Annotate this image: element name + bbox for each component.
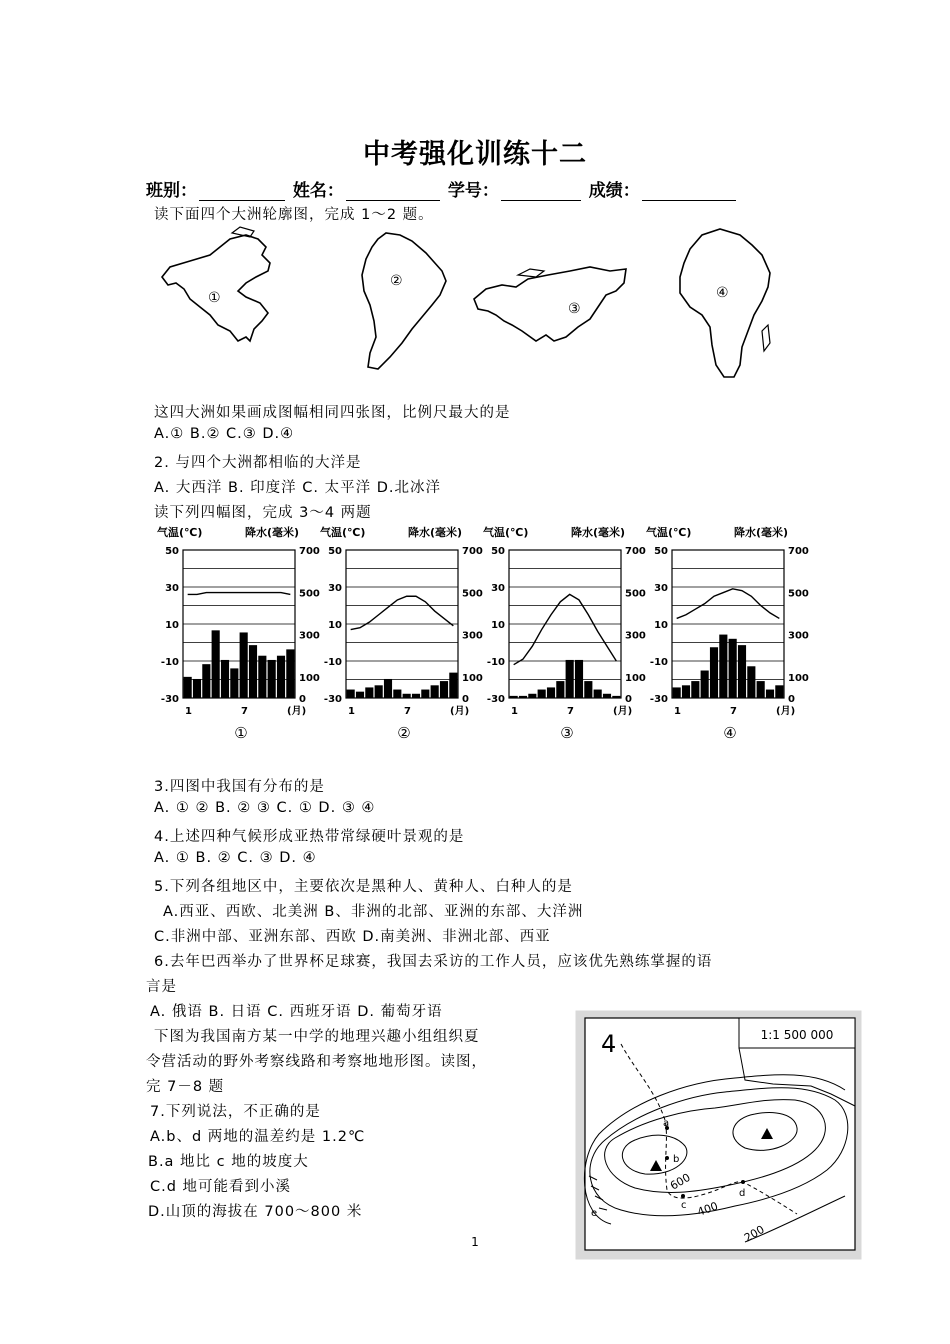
q6-stem-cont: 言是	[146, 979, 177, 995]
precip-bar	[719, 635, 727, 698]
month-tick-label: 7	[730, 706, 737, 717]
precip-bar	[738, 645, 746, 698]
name-blank[interactable]	[346, 184, 440, 201]
precip-bar	[584, 681, 592, 698]
month-unit-label: (月)	[450, 706, 470, 717]
temp-tick-label: 30	[328, 583, 342, 594]
precip-tick-label: 100	[625, 672, 646, 684]
precip-bar	[193, 679, 201, 698]
q1-stem: 这四大洲如果画成图幅相同四张图，比例尺最大的是	[154, 405, 511, 421]
precip-tick-label: 700	[299, 546, 320, 557]
precip-bar	[375, 685, 383, 698]
precip-bar	[682, 685, 690, 698]
student-info-header	[146, 176, 738, 201]
precip-tick-label: 500	[462, 588, 483, 600]
precip-bar	[384, 679, 392, 698]
q1-options: A.① B.② C.③ D.④	[154, 426, 295, 442]
precip-bar	[249, 645, 257, 698]
q3-stem: 3.四图中我国有分布的是	[154, 779, 325, 795]
score-blank[interactable]	[642, 184, 736, 201]
q7-option-c: C.d 地可能看到小溪	[150, 1179, 292, 1195]
precip-bar	[575, 660, 583, 698]
chart-caption: ③	[560, 724, 574, 742]
q7-option-d: D.山顶的海拔在 700～800 米	[148, 1204, 363, 1220]
precip-bar	[547, 687, 555, 698]
name-label: 姓名：	[292, 181, 344, 201]
point-b-label: b	[673, 1154, 680, 1165]
precip-bar	[240, 632, 248, 698]
precip-bar	[365, 687, 373, 698]
month-unit-label: (月)	[613, 706, 633, 717]
temp-tick-label: -10	[323, 657, 342, 668]
map-scale: 1:1 500 000	[760, 1028, 834, 1042]
precip-tick-label: 300	[788, 630, 809, 642]
q4-stem: 4.上述四种气候形成亚热带常绿硬叶景观的是	[154, 829, 465, 845]
north-arrow-icon: 4	[601, 1030, 617, 1058]
precip-tick-label: 700	[788, 546, 809, 557]
precip-tick-label: 100	[462, 672, 483, 684]
temp-axis-title-1: 气温(℃)	[157, 526, 203, 539]
precip-bar	[221, 660, 229, 698]
temp-axis-title-3: 气温(℃)	[483, 526, 529, 539]
month-unit-label: (月)	[776, 706, 796, 717]
south-america-outline	[362, 233, 446, 369]
continent-label-3: ③	[568, 301, 581, 317]
precip-tick-label: 0	[625, 694, 632, 705]
temp-tick-label: 10	[491, 620, 505, 631]
precip-axis-title-2: 降水(毫米)	[408, 526, 463, 539]
q7-8-intro-3: 完 7－8 题	[146, 1079, 225, 1095]
chart-caption: ④	[723, 724, 737, 742]
q7-8-intro-1: 下图为我国南方某一中学的地理兴趣小组组织夏	[154, 1029, 480, 1045]
continent-label-4: ④	[716, 285, 729, 301]
temp-tick-label: -10	[486, 657, 505, 668]
precip-bar	[538, 690, 546, 698]
temp-tick-label: -30	[486, 694, 505, 705]
q7-stem: 7.下列说法，不正确的是	[150, 1104, 321, 1120]
month-tick-label: 7	[241, 706, 248, 717]
q6-stem: 6.去年巴西举办了世界杯足球赛，我国去采访的工作人员，应该优先熟练掌握的语	[154, 954, 713, 970]
precip-tick-label: 300	[299, 630, 320, 642]
north-america-outline	[162, 235, 270, 341]
precip-bar	[431, 685, 439, 698]
precip-bar	[519, 696, 527, 698]
precip-tick-label: 0	[299, 694, 306, 705]
q1-2-intro: 读下面四个大洲轮廓图，完成 1～2 题。	[154, 207, 434, 223]
precip-tick-label: 500	[788, 588, 809, 600]
point-c-label: c	[681, 1200, 687, 1211]
precip-bar	[556, 681, 564, 698]
precip-axis-title-4: 降水(毫米)	[734, 526, 789, 539]
id-label: 学号：	[447, 181, 499, 201]
precip-bar	[268, 660, 276, 698]
precip-bar	[347, 690, 355, 698]
eurasia-outline	[474, 267, 626, 341]
precip-bar	[673, 687, 681, 698]
precip-tick-label: 0	[462, 694, 469, 705]
score-label: 成绩：	[588, 181, 640, 201]
precip-tick-label: 500	[625, 588, 646, 600]
temp-tick-label: 10	[165, 620, 179, 631]
precip-bar	[766, 690, 774, 698]
q5-stem: 5.下列各组地区中，主要依次是黑种人、黄种人、白种人的是	[154, 879, 573, 895]
precip-axis-title-1: 降水(毫米)	[245, 526, 300, 539]
temp-tick-label: 30	[654, 583, 668, 594]
contour-label-600: 600	[668, 1170, 693, 1193]
precip-bar	[412, 694, 420, 698]
precip-bar	[286, 649, 294, 698]
precip-bar	[747, 666, 755, 698]
precip-bar	[403, 694, 411, 698]
precip-bar	[230, 668, 238, 698]
precip-bar	[510, 696, 518, 698]
month-tick-label: 7	[567, 706, 574, 717]
q7-8-intro-2: 令营活动的野外考察线路和考察地地形图。读图，	[146, 1054, 487, 1070]
temp-axis-title-2: 气温(℃)	[320, 526, 366, 539]
q2-stem: 2. 与四个大洲都相临的大洋是	[154, 455, 362, 471]
precip-bar	[356, 692, 364, 698]
point-e-label: e	[591, 1208, 598, 1219]
precip-bar	[691, 681, 699, 698]
month-tick-label: 1	[674, 706, 681, 717]
precip-bar	[729, 639, 737, 698]
precip-bar	[603, 694, 611, 698]
point-d-label: d	[739, 1188, 746, 1199]
q7-option-b: B.a 地比 c 地的坡度大	[148, 1154, 309, 1170]
continent-outlines	[150, 225, 790, 385]
precip-bar	[440, 681, 448, 698]
precip-tick-label: 100	[788, 672, 809, 684]
month-unit-label: (月)	[287, 706, 307, 717]
precip-bar	[212, 630, 220, 698]
id-blank[interactable]	[501, 184, 581, 201]
chart-caption: ②	[397, 724, 411, 742]
precip-bar	[528, 694, 536, 698]
chart-caption: ①	[234, 724, 248, 742]
precip-bar	[594, 690, 602, 698]
month-tick-label: 1	[348, 706, 355, 717]
precip-bar	[449, 673, 457, 698]
temp-tick-label: 30	[491, 583, 505, 594]
precip-bar	[258, 656, 266, 698]
temp-tick-label: -10	[649, 657, 668, 668]
precip-tick-label: 700	[462, 546, 483, 557]
continent-label-2: ②	[390, 273, 403, 289]
contour-label-400: 400	[695, 1199, 720, 1219]
month-tick-label: 1	[185, 706, 192, 717]
precip-bar	[421, 690, 429, 698]
point-a-label: a	[663, 1118, 670, 1129]
q5-options-cd: C.非洲中部、亚洲东部、西欧 D.南美洲、非洲北部、西亚	[154, 929, 551, 945]
temp-tick-label: 50	[491, 546, 505, 557]
temp-tick-label: 10	[328, 620, 342, 631]
class-blank[interactable]	[199, 184, 285, 201]
q7-option-a: A.b、d 两地的温差约是 1.2℃	[150, 1129, 366, 1145]
africa-outline	[680, 229, 770, 377]
precip-bar	[757, 681, 765, 698]
temp-tick-label: 50	[654, 546, 668, 557]
precip-bar	[701, 671, 709, 698]
temp-tick-label: 10	[654, 620, 668, 631]
month-tick-label: 7	[404, 706, 411, 717]
temp-tick-label: -30	[323, 694, 342, 705]
temp-axis-title-4: 气温(℃)	[646, 526, 692, 539]
precip-bar	[202, 664, 210, 698]
precip-bar	[566, 660, 574, 698]
q3-4-intro: 读下列四幅图，完成 3～4 两题	[154, 505, 372, 521]
temp-tick-label: -30	[160, 694, 179, 705]
precip-bar	[612, 696, 620, 698]
q6-options: A. 俄语 B. 日语 C. 西班牙语 D. 葡萄牙语	[150, 1004, 443, 1020]
q5-options-ab: A.西亚、西欧、北美洲 B、非洲的北部、亚洲的东部、大洋洲	[163, 904, 584, 920]
month-tick-label: 1	[511, 706, 518, 717]
precip-tick-label: 0	[788, 694, 795, 705]
precip-bar	[277, 656, 285, 698]
q4-options: A. ① B. ② C. ③ D. ④	[154, 850, 317, 866]
topographic-map	[575, 1010, 862, 1260]
precip-tick-label: 300	[462, 630, 483, 642]
temp-tick-label: 30	[165, 583, 179, 594]
q3-options: A. ① ② B. ② ③ C. ① D. ③ ④	[154, 800, 376, 816]
continent-label-1: ①	[208, 290, 221, 306]
precip-tick-label: 100	[299, 672, 320, 684]
page-number: 1	[471, 1235, 479, 1249]
precip-tick-label: 300	[625, 630, 646, 642]
class-label: 班别：	[146, 181, 197, 201]
precip-axis-title-3: 降水(毫米)	[571, 526, 626, 539]
precip-bar	[775, 685, 783, 698]
climate-charts	[155, 522, 815, 750]
precip-bar	[393, 690, 401, 698]
temp-tick-label: 50	[165, 546, 179, 557]
precip-bar	[710, 647, 718, 698]
precip-bar	[184, 677, 192, 698]
precip-tick-label: 700	[625, 546, 646, 557]
temp-tick-label: -10	[160, 657, 179, 668]
temp-tick-label: -30	[649, 694, 668, 705]
temp-tick-label: 50	[328, 546, 342, 557]
page-title: 中考强化训练十二	[363, 139, 587, 170]
contour-label-200: 200	[742, 1222, 767, 1245]
q2-options: A. 大西洋 B. 印度洋 C. 太平洋 D.北冰洋	[154, 480, 441, 496]
precip-tick-label: 500	[299, 588, 320, 600]
